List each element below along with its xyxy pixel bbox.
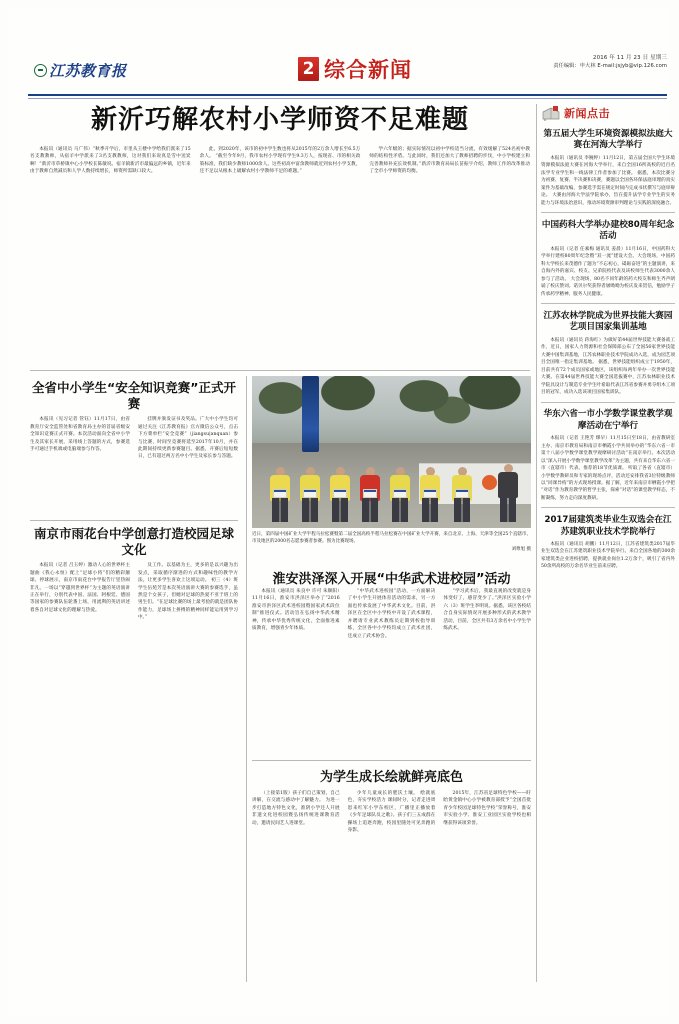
sidebar-item-4-title: 华东六省一市小学数学课堂教学观摩活动在宁举行 (543, 409, 673, 431)
paper-inner (8, 8, 675, 1016)
mid-paragraph: （上接第1版）孩子们自己策划，自己讲解，在交流与感动中了解魅力。 为进一步打造地方特色文化，淮阴小学还人开展非遗文化进校园暨弘扬传统进课教育活动，邀请民间艺人进课堂。 (252, 791, 340, 826)
lead-bottom-rule (30, 370, 530, 371)
runner-legs (422, 498, 438, 522)
feature-article-2 (30, 526, 238, 623)
issue-editor: 责任编辑：申大林 E-mail:jsjyb@vip.126.com (553, 62, 667, 69)
photo-caption-text: 近日，第四届中国矿业大学半程马拉松赛暨第二届全国高校半程马拉松赛在中国矿业大学开赛，来自北京、上海、天津等全国25个直辖市、市及地区的2000名志愿参赛者参赛。图为比赛现场。 (252, 532, 531, 545)
masthead-rule-thick (28, 94, 667, 96)
sidebar-item-3-title: 江苏农林学院成为世界技能大赛园艺项目国家集训基地 (543, 310, 673, 333)
runner-bib (393, 489, 407, 498)
sidebar-item-5[interactable] (541, 515, 675, 571)
page-section-header (298, 54, 412, 84)
sidebar-separator (541, 402, 675, 403)
photo-runner (300, 467, 320, 522)
mid-paragraph: 本报讯（通讯员 朱良中 许可 朱顺阳）11月16日，淮安市洪泽区举办了“2016 淮安市洪泽区武术进校园暨国家武术段位制”推进仪式。活动旨在弘扬中华武术精神，传承中华优秀传统文化，全面推进素质教育，增强青少年体质。 (252, 589, 340, 632)
feature-article-1 (30, 380, 238, 462)
feature-2-columns (30, 562, 238, 623)
lead-paragraph: 学六年级的；据实际情况以初中学校适当分流，有效缓解了524名初中教师的结构性矛盾。与此同时，我们还加大了教师招聘的步伐，中小学校建立和完善教师补充长效机制。”新沂市教育局局长苗振宇介绍，教师工作的改革推动了全市小学师资的均衡。 (369, 147, 531, 175)
feature-1-column-1 (30, 416, 130, 462)
runner-bib (423, 489, 437, 498)
feature-paragraph: 及工作。以基础为主，更多的是以兴趣为出发点，采取循序渐进的方式和趣味性的教学方法，让更多学生喜欢上这项运动。 初三（4）班学生伍苑芳是本次英语演讲大赛的参赛选手，虽然是个女孩子，但她对足球的热爱不亚于班上的男生们。“在足球比赛的场上最考验的就是团队协作能力，足球场上拼搏的精神同样能运用到学习中。” (138, 563, 238, 621)
photo-credit: 刘尊旭 摄 (511, 547, 531, 553)
sidebar-item-1-title: 第五届大学生环境资源模拟法庭大赛在河海大学举行 (543, 129, 673, 151)
photo-runner (452, 467, 472, 522)
page-number-badge: 2 (298, 57, 319, 81)
paper-name: 江苏教育报 (49, 62, 127, 80)
photo-runner-red (360, 467, 380, 522)
spectator-torso (498, 472, 518, 498)
mid-2-column-2 (348, 790, 436, 980)
sidebar-item-2[interactable] (541, 220, 675, 298)
sidebar-paragraph: 本报讯（记者 任素梅 通讯员 姜晨）11月16日，中国药科大学举行建校80周年纪念暨“双一流”建设大会。大会现场，中国药科大学校长来茂德作了题为“不忘初心，砥砺奋进”的主题演讲，来自海内外的嘉宾、校友、兄弟院校代表及该校师生代表3000余人参与了活动。 大会现场，80名不同年龄的药大校友和师生齐声朗诵了校庆赞词。诺贝尔奖获得者屠呦呦为校庆发来贺信，勉励学子传承药学精神、服务人民健康。 (541, 246, 675, 297)
photo-trees (252, 376, 531, 449)
mid-paragraph: “中华武术进校园”活动，一方面解决了中小学生开展体育活动的需求，另一方面也传承发展了中华武术文化。目前，洪泽区在全区中小学校中开设了武术课程，并聘请专业武术教练员定期到校指导训练，全区各中小学校均成立了武术社团，还成立了武术协会。 (347, 589, 436, 639)
runner-legs (392, 498, 408, 522)
photo-runner (420, 467, 440, 522)
photo-event-flag (302, 376, 319, 452)
lead-column-3 (369, 146, 530, 364)
sidebar-item-4[interactable] (541, 409, 675, 502)
lead-column-1 (30, 146, 191, 364)
lead-column-2 (200, 146, 361, 364)
runner-legs (302, 498, 318, 522)
paper-logo[interactable] (34, 60, 127, 81)
masthead-rule-thin (28, 98, 667, 99)
sidebar-item-5-title: 2017届建筑类毕业生双选会在江苏建筑职业技术学院举行 (544, 515, 672, 537)
issue-info (553, 55, 667, 70)
sidebar-separator (541, 303, 675, 304)
sidebar-item-1-body (541, 155, 675, 207)
sidebar-separator (541, 507, 675, 508)
sidebar-paragraph: 本报讯（通讯员 李婉婷）11月12日，第五届全国大学生环境资源模拟法庭大赛在河海大学举行，来自全国16所高校的近百名法学专业学生和一线法律工作者参加了比赛。 据悉，本次比赛分为初赛、复赛、半决赛和决赛，赛题以全国各环保法庭审理的真实案件为基础改编，参赛选手需在规定时间内完成书状撰写与庭审辩论。 大赛由河海大学法学院承办，旨在提升法学专业学生的实务能力与环境法治意识，推动环境资源审判理论与实践的深度融合。 (541, 155, 675, 206)
sidebar-item-3-body (541, 337, 675, 397)
sidebar-paragraph: 本报讯（通讯员 胡鹏）11月12日，江苏省建筑类2017届毕业生双选会在江苏建筑职业技术学院举行。来自全国各地的300余家建筑类企业进校招聘，提供就业岗位1.2万余个，吸引了省内外50余所高校的万余名毕业生前来应聘。 (541, 541, 675, 570)
photo-scene (252, 376, 531, 528)
runner-bib (273, 489, 287, 498)
news-sidebar (541, 104, 675, 982)
feature-2-title: 南京市雨花台中学创意打造校园足球文化 (33, 526, 234, 557)
mid-paragraph: 少年儿童成长的肥沃土壤。 绘就底色，夯实学校活力 课间时分，记者走进周恩来红军小学东校区，广播里正播放着《少年足球队员之歌》。孩子们三五成群在操场上追逐奔跑，校园里随处可见奔跑的身影。 (347, 791, 436, 834)
runner-bib (455, 489, 469, 498)
lead-article-body (30, 146, 530, 364)
mid-paragraph: “学习武术后，我最直观的改变就是身体变好了，感冒变少了。”洪泽区实验小学六（3）班学生李明说。据悉，该区各校结合自身实际情况开展多种形式的武术教学活动，目前，全区共有3万余名中小学生学练武术。 (443, 589, 532, 632)
mid-2-column-1 (252, 790, 340, 980)
sidebar-item-2-body (541, 246, 675, 298)
feature-1-column-2 (138, 416, 238, 462)
lead-paragraph: 此，到2020年，该市的初中学生数也将从2015年的2万余人增长至6.5万余人。 “截至今年9月，我市农村小学现有学生9.3万人，按现省、市的相关政策标准，我们缺少教师1000余人。这些初高中富余教师就近到农村小学支教，还不足以从根本上破解农村小学教师不足的难题。” (199, 147, 361, 175)
feature-paragraph: 本报讯（记者 吕玉婷）激动人心的世界杯主题曲《我心永恒》配上“足球小将”们的精彩颠球、停球展示，南京市雨花台中学报告厅里热闹非凡。一场以“穿越到世界杯”为主题的英语演讲正在举行，分别代表中国、法国、阿根廷、德国等国家的参赛队伍轮番上场，用流利的英语讲述着各自对足球文化的理解与热爱。 (30, 563, 130, 613)
sidebar-item-5-body (541, 541, 675, 571)
mid-1-column-1 (252, 588, 340, 748)
sidebar-banner (541, 104, 675, 122)
runner-bib (363, 489, 377, 498)
feature-1-title: 全省中小学生“安全知识竞赛”正式开赛 (32, 380, 236, 411)
runner-legs (332, 498, 348, 522)
mailbox-icon (541, 105, 561, 121)
photo-runner (390, 467, 410, 522)
sidebar-item-1[interactable] (541, 129, 675, 207)
sidebar-item-4-body (541, 435, 675, 502)
photo-runner (330, 467, 350, 522)
photo-spectator (498, 464, 518, 522)
mid-article-1-body (252, 588, 531, 748)
mid-2-column-3 (443, 790, 531, 980)
feature-1-columns (30, 416, 238, 462)
mid-article-2-body (252, 790, 531, 980)
mid-article-1-title: 淮安洪泽深入开展“中华武术进校园”活动 (272, 572, 511, 587)
mid-paragraph: 2015年，江苏省足球特色学校——盱眙黄金镇中心小学被教育部授予“全国首批青少年校园足球特色学校”荣誉称号，淮安市实验小学、淮安工业园区实验学校也相继获得该项荣誉。 (443, 791, 532, 826)
issue-date: 2016 年 11 月 23 日 星期三 (592, 55, 667, 61)
feature-1-bottom-rule (30, 520, 238, 521)
runner-legs (362, 498, 378, 522)
sidebar-divider (536, 104, 537, 982)
masthead (14, 46, 679, 96)
runner-bib (303, 489, 317, 498)
mid-1-column-2 (348, 588, 436, 748)
lead-paragraph: 本报讯（通讯员 马广伟）“秋季开学后，市里从王楼中学给我们派来了15名支教教师，从宿羊中学派来了3名支教教师，这对我们来说真是雪中送炭啊！”新沂市草桥镇中心小学校长陈敏说。宿羊镇新沂市最偏远的乡镇，近年来由于教师自然减员和人学人数持续增长，师资所需缺口较大。 (30, 147, 191, 175)
sidebar-paragraph: 本报讯（记者 王艳芳 缪早）11月15日至18日，由省教研室主办、南京市教育局和南京市栖霞小学共同举办的“华东六省一市第十八届小学数学课堂教学观摩研讨活动”在南京举行。本次活动以“深入开展小学数学课堂教学改革”为主题，共有来自华东六省一市（直辖市）代表、推荐的18节优质课。 听取了各省（直辖市）小学数学教研员和专家的现场点评，活动还安排我省3位特级教师以“同课异构”的方式现场授课。据了解，近年来南京市栖霞小学把“对话”作为教育教学的哲学主张，探索“对话”的课堂教学样态，不断凝练，努力走向深度教研。 (541, 436, 675, 501)
runner-legs (272, 498, 288, 522)
feature-paragraph: 挂牌并颁发证书及奖品。广大中小学生均可通过关注《江苏教育报》官方微信公众号，点击下方菜单栏“安全竞赛”（jiangsu|anquan）参与比赛，时间至竞赛将延至2017年10月，并在此期间持续更新参赛题目。据悉，开赛后短短数日，已有超过两万名中小学生及家长参与答题。 (138, 417, 238, 460)
marathon-photo (252, 376, 531, 528)
runner-legs (454, 498, 470, 522)
feature-2-column-2 (138, 562, 238, 623)
sidebar-separator (541, 212, 675, 213)
sidebar-banner-text: 新闻点击 (564, 107, 610, 120)
sidebar-item-2-title: 中国药科大学举办建校80周年纪念活动 (541, 219, 675, 242)
feature-2-column-1 (30, 562, 130, 623)
spectator-legs (500, 498, 516, 522)
sidebar-item-3[interactable] (541, 311, 675, 397)
feature-paragraph: 本报讯（见习记者 管钰）11月17日，由省教育厅安全监管处和省教育局主办的首届省级安全知识竞赛正式开赛。本次活动面向全省中小学生及其家长开展，采用线上答题的方式，参赛选手可通过手机端或电脑端参与作答。 (30, 417, 130, 452)
mid-article-1-bottom-rule (252, 760, 531, 761)
runner-bib (333, 489, 347, 498)
logo-emblem-icon (34, 64, 47, 77)
mid-1-column-3 (443, 588, 531, 748)
section-title: 综合新闻 (324, 57, 412, 82)
photo-runner (270, 467, 290, 522)
mid-article-2-title: 为学生成长绘就鲜亮底色 (319, 770, 463, 785)
left-column-divider (246, 376, 247, 982)
lead-headline: 新沂巧解农村小学师资不足难题 (90, 105, 469, 135)
sidebar-paragraph: 本报讯（通讯员 蒋海红）为做好第44届世界技能大赛备战工作，近日，国家人力资源和社会保障部公布了全国56家世界技能大赛中国集训基地，江苏农林职业技术学院成功入选，成为园艺项目全国唯一指定集训基地。 据悉，世界技能组织成立于1950年，目前共有72个成员国家或地区，该组织每两年举办一次世界技能大赛。在第44届世界技能大赛全国选拔赛中，江苏农林职业技术学院具设计与制造专业学生叶希取代表江苏省参赛并勇夺组木工项目的冠军，成功入选该项目国家集训队。 (541, 337, 675, 396)
photo-caption (252, 531, 531, 554)
